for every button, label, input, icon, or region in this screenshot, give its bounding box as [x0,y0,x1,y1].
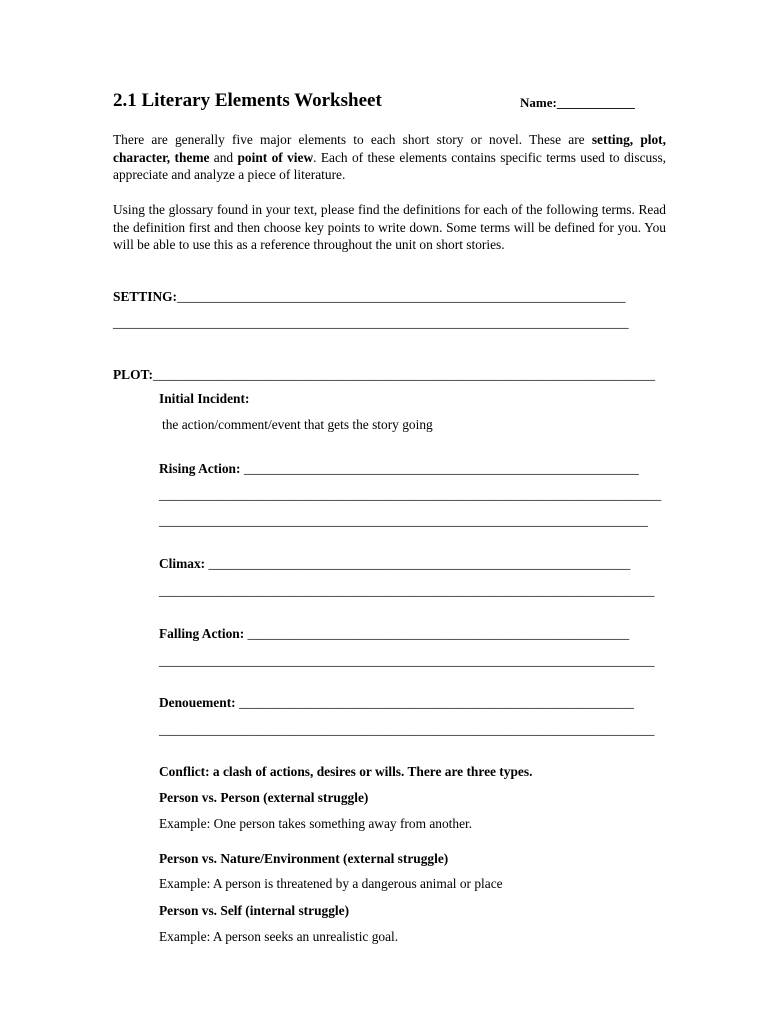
intro-text-c: and [209,149,238,165]
initial-incident-definition: the action/comment/event that gets the story going [162,417,433,432]
plot-blank-line[interactable]: ___________________________________________________________________________ [152,367,656,382]
denouement-blank-line-2[interactable]: __________________________________________________________________________ [159,722,655,737]
initial-incident-label: Initial Incident: [159,391,250,406]
conflict-type-person-vs-person: Person vs. Person (external struggle) [159,790,369,805]
climax-label: Climax: [159,556,206,571]
conflict-example-person-vs-self: Example: A person seeks an unrealistic goal. [159,929,399,944]
rising-action-label: Rising Action: [159,461,241,476]
setting-blank-line-2[interactable]: _____________________________________________________________________________ [113,315,629,330]
climax-blank-line-2[interactable]: __________________________________________________________________________ [159,583,655,598]
denouement-blank-line-1[interactable]: ___________________________________________________________ [235,695,634,710]
denouement-label: Denouement: [159,695,236,710]
intro-bold-elements: setting, plot, character, theme [113,132,666,165]
setting-blank-line-1[interactable]: ___________________________________________________________________ [177,289,626,304]
falling-action-blank-line-2[interactable]: __________________________________________________________________________ [159,653,655,668]
climax-row [159,555,630,573]
falling-action-row [159,625,629,643]
conflict-example-person-vs-nature: Example: A person is threatened by a dangerous animal or place [159,876,503,891]
worksheet-title: 2.1 Literary Elements Worksheet [113,90,382,111]
rising-action-blank-line-1[interactable]: ___________________________________________________________ [240,461,639,476]
conflict-type-person-vs-nature: Person vs. Nature/Environment (external struggle) [159,851,449,866]
falling-action-label: Falling Action: [159,626,245,641]
intro-text-a: There are generally five major elements to each short story or novel. These are [113,132,592,147]
plot-label: PLOT: [113,367,153,382]
setting-label: SETTING: [113,289,177,304]
conflict-example-person-vs-person: Example: One person takes something away from another. [159,816,473,831]
conflict-heading: Conflict: a clash of actions, desires or wills. There are three types. [159,764,533,779]
intro-paragraph-1 [113,131,666,184]
setting-row [113,288,626,306]
plot-row [113,366,655,384]
rising-action-row [159,460,639,478]
denouement-row [159,694,634,712]
name-field: Name:____________ [520,95,635,110]
falling-action-blank-line-1[interactable]: _________________________________________________________ [244,626,630,641]
rising-action-blank-line-2[interactable]: ___________________________________________________________________________ [159,487,662,502]
intro-paragraph-2: Using the glossary found in your text, please find the definitions for each of the following terms. Read the definition first and then choose key points to write down. Some terms will be defined for you. You will be able to use this as a reference throughout the unit on short stories. [113,202,666,252]
conflict-type-person-vs-self: Person vs. Self (internal struggle) [159,903,350,918]
intro-text-d: . Each of these elements contains specific terms used to discuss, appreciate and analyze a piece of literature. [113,149,667,182]
intro-bold-pov: point of view [237,149,314,165]
rising-action-blank-line-3[interactable]: _________________________________________________________________________ [159,513,648,528]
climax-blank-line-1[interactable]: _______________________________________________________________ [205,556,631,571]
